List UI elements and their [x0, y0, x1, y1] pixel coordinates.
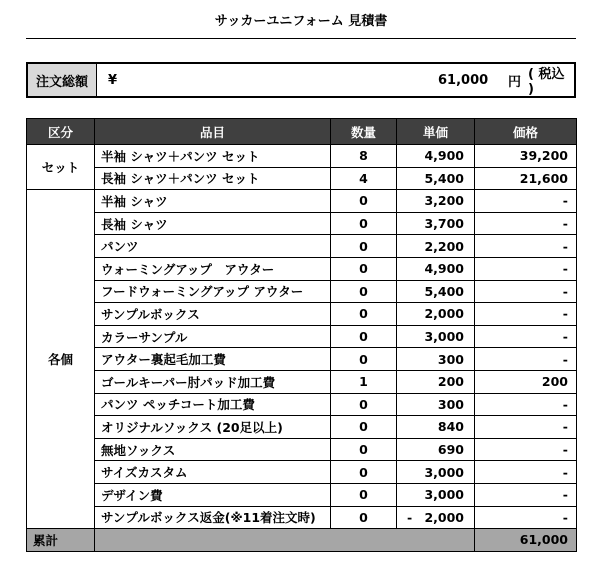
- unit-price-cell: 3,000: [397, 325, 475, 348]
- item-cell: カラーサンプル: [95, 325, 331, 348]
- quantity-cell: 0: [331, 280, 397, 303]
- unit-price-cell: 3,700: [397, 212, 475, 235]
- category-cell: セット: [27, 145, 95, 190]
- order-total-box: [26, 62, 576, 98]
- price-cell: -: [475, 416, 577, 439]
- item-cell: サンプルボックス返金(※11着注文時): [95, 506, 331, 529]
- price-cell: -: [475, 348, 577, 371]
- item-cell: 長袖 シャツ＋パンツ セット: [95, 167, 331, 190]
- item-cell: サイズカスタム: [95, 461, 331, 484]
- item-cell: 半袖 シャツ: [95, 190, 331, 213]
- quantity-cell: 8: [331, 145, 397, 168]
- summary-blank: [95, 529, 475, 552]
- price-cell: -: [475, 257, 577, 280]
- quantity-cell: 0: [331, 212, 397, 235]
- unit-price-cell: 4,900: [397, 145, 475, 168]
- item-cell: パンツ: [95, 235, 331, 258]
- category-cell: 各個: [27, 190, 95, 529]
- table-row: [27, 145, 577, 168]
- quantity-cell: 0: [331, 348, 397, 371]
- quantity-cell: 4: [331, 167, 397, 190]
- item-cell: ゴールキーパー肘パッド加工費: [95, 370, 331, 393]
- price-cell: -: [475, 438, 577, 461]
- unit-price-cell: 4,900: [397, 257, 475, 280]
- price-cell: -: [475, 506, 577, 529]
- price-cell: -: [475, 235, 577, 258]
- table-row: [27, 212, 577, 235]
- quantity-cell: 0: [331, 257, 397, 280]
- table-row: [27, 438, 577, 461]
- item-cell: 長袖 シャツ: [95, 212, 331, 235]
- quantity-cell: 0: [331, 483, 397, 506]
- order-total-label: 注文総額: [28, 64, 97, 96]
- table-row: [27, 303, 577, 326]
- table-row: [27, 416, 577, 439]
- price-cell: -: [475, 325, 577, 348]
- item-cell: サンプルボックス: [95, 303, 331, 326]
- item-cell: ウォーミングアップ アウター: [95, 257, 331, 280]
- order-total-amount: 61,000: [438, 72, 489, 88]
- table-row: [27, 483, 577, 506]
- unit-price-cell: 2,000: [397, 303, 475, 326]
- summary-total: 61,000: [475, 529, 577, 552]
- unit-price-cell: 300: [397, 348, 475, 371]
- quantity-cell: 1: [331, 370, 397, 393]
- item-cell: 無地ソックス: [95, 438, 331, 461]
- table-row: [27, 280, 577, 303]
- table-row: [27, 167, 577, 190]
- unit-price-cell: 690: [397, 438, 475, 461]
- table-row: [27, 257, 577, 280]
- unit-price-cell: 840: [397, 416, 475, 439]
- unit-price-cell: 5,400: [397, 167, 475, 190]
- currency-unit: 円: [508, 74, 522, 90]
- table-row: [27, 393, 577, 416]
- header-quantity: 数量: [331, 119, 397, 145]
- item-cell: アウター裏起毛加工費: [95, 348, 331, 371]
- quantity-cell: 0: [331, 461, 397, 484]
- header-category: 区分: [27, 119, 95, 145]
- unit-price-cell: 300: [397, 393, 475, 416]
- unit-price-cell: [397, 506, 475, 529]
- quantity-cell: 0: [331, 325, 397, 348]
- summary-row: [27, 529, 577, 552]
- price-cell: 200: [475, 370, 577, 393]
- price-cell: -: [475, 303, 577, 326]
- price-cell: 39,200: [475, 145, 577, 168]
- unit-price-value: 2,000: [424, 509, 464, 525]
- price-cell: -: [475, 393, 577, 416]
- item-cell: デザイン費: [95, 483, 331, 506]
- title-underline: [26, 38, 576, 39]
- header-item: 品目: [95, 119, 331, 145]
- quantity-cell: 0: [331, 393, 397, 416]
- item-cell: パンツ ペッチコート加工費: [95, 393, 331, 416]
- quantity-cell: 0: [331, 416, 397, 439]
- estimate-table: [26, 118, 577, 552]
- price-cell: -: [475, 212, 577, 235]
- table-header-row: [27, 119, 577, 145]
- price-cell: -: [475, 461, 577, 484]
- price-cell: -: [475, 190, 577, 213]
- table-row: [27, 190, 577, 213]
- tax-note: ( 税込 ): [528, 67, 565, 97]
- unit-price-cell: 200: [397, 370, 475, 393]
- unit-price-cell: 3,200: [397, 190, 475, 213]
- price-cell: 21,600: [475, 167, 577, 190]
- negative-sign: -: [407, 509, 413, 525]
- header-price: 価格: [475, 119, 577, 145]
- unit-price-cell: 5,400: [397, 280, 475, 303]
- item-cell: 半袖 シャツ＋パンツ セット: [95, 145, 331, 168]
- unit-price-cell: 2,200: [397, 235, 475, 258]
- page-title: サッカーユニフォーム 見積書: [214, 14, 388, 29]
- quantity-cell: 0: [331, 303, 397, 326]
- summary-label: 累計: [27, 529, 95, 552]
- header-unit-price: 単価: [397, 119, 475, 145]
- currency-symbol: ¥: [108, 72, 118, 88]
- table-row: [27, 506, 577, 529]
- price-cell: -: [475, 483, 577, 506]
- quantity-cell: 0: [331, 506, 397, 529]
- unit-price-cell: 3,000: [397, 461, 475, 484]
- table-row: [27, 235, 577, 258]
- item-cell: オリジナルソックス (20足以上): [95, 416, 331, 439]
- table-row: [27, 370, 577, 393]
- table-row: [27, 461, 577, 484]
- quantity-cell: 0: [331, 190, 397, 213]
- quantity-cell: 0: [331, 235, 397, 258]
- item-cell: フードウォーミングアップ アウター: [95, 280, 331, 303]
- quantity-cell: 0: [331, 438, 397, 461]
- table-row: [27, 348, 577, 371]
- price-cell: -: [475, 280, 577, 303]
- table-row: [27, 325, 577, 348]
- unit-price-cell: 3,000: [397, 483, 475, 506]
